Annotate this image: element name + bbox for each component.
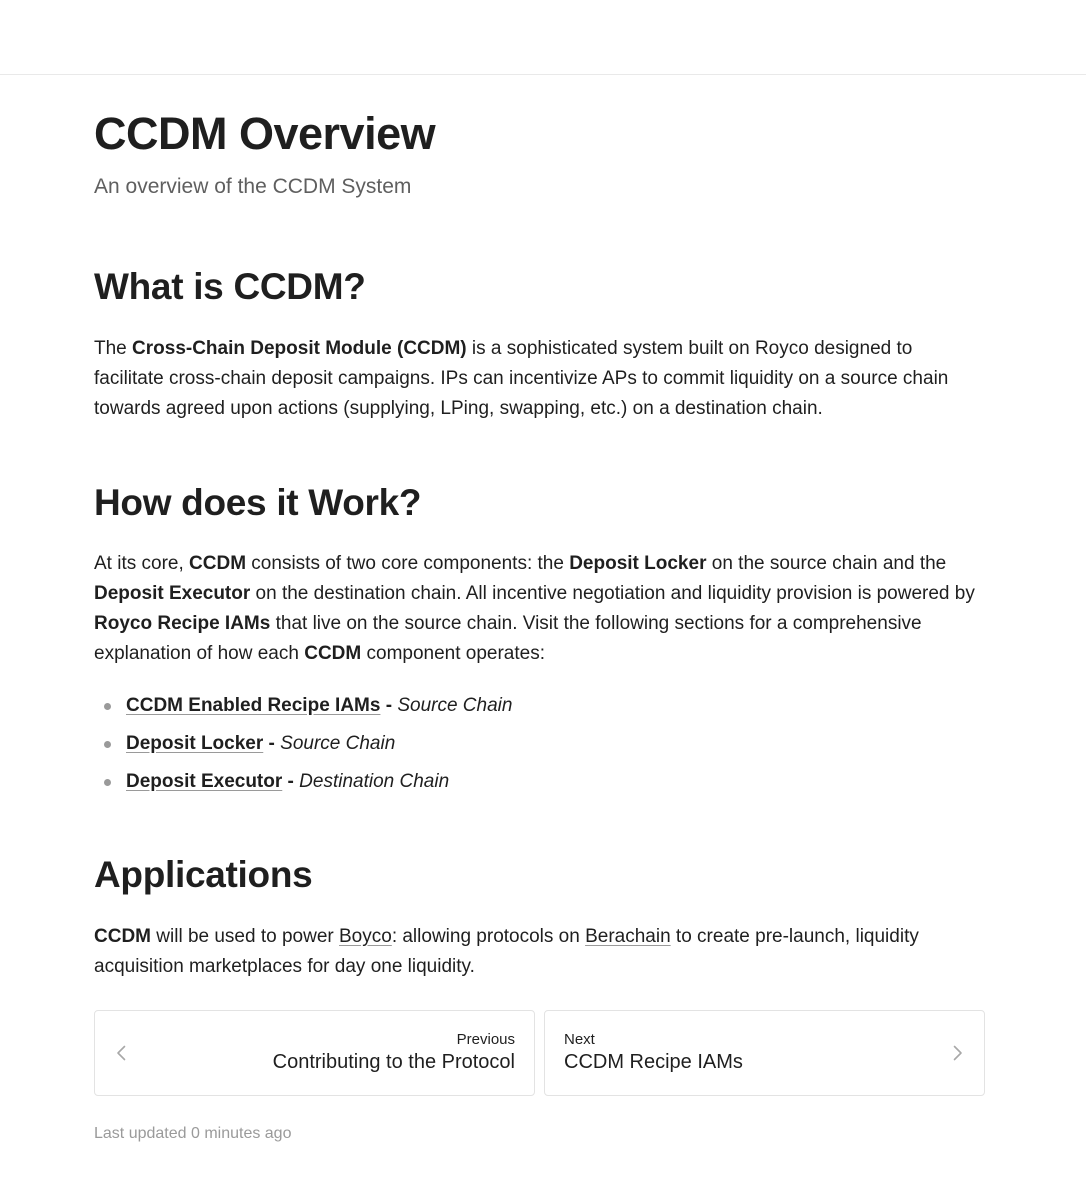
chain-label: Destination Chain	[299, 771, 450, 792]
list-item	[94, 729, 512, 767]
text: that live on the source chain. Visit the following sections for a comprehensive explanation of how each	[94, 613, 922, 664]
previous-page-title: Contributing to the Protocol	[272, 1051, 515, 1073]
text: At its core,	[94, 553, 190, 574]
link-berachain[interactable]: Berachain	[585, 926, 671, 947]
text: : allowing protocols on	[391, 926, 586, 947]
text: to create pre-launch, liquidity acquisition marketplaces for day one liquidity.	[94, 926, 919, 977]
bold-term: Cross-Chain Deposit Module (CCDM)	[132, 338, 467, 359]
chain-label: Source Chain	[397, 695, 513, 716]
bold-term: Deposit Executor	[94, 583, 251, 604]
component-list	[94, 691, 512, 805]
bold-term: CCDM	[304, 643, 362, 664]
bold-term: CCDM	[189, 553, 247, 574]
how-it-works-paragraph	[94, 549, 986, 669]
list-item	[94, 691, 512, 729]
text: consists of two core components: the	[246, 553, 570, 574]
chevron-left-icon	[113, 1044, 131, 1062]
link-deposit-executor[interactable]: Deposit Executor	[126, 771, 283, 792]
separator: -	[282, 771, 300, 792]
next-label: Next	[564, 1031, 595, 1048]
next-page-title: CCDM Recipe IAMs	[564, 1051, 743, 1073]
bold-term: Deposit Locker	[569, 553, 707, 574]
chain-label: Source Chain	[280, 733, 396, 754]
page-title: CCDM Overview	[94, 108, 436, 159]
text: is a sophisticated system built on Royco designed to facilitate cross-chain deposit campaigns. IPs can incentivize APs to commit liquidity on a source chain towards agreed upon actions (supplying, LPing, swapping, etc.) on a destination chain.	[94, 338, 949, 419]
separator: -	[380, 695, 398, 716]
separator: -	[263, 733, 281, 754]
previous-page-button[interactable]	[94, 1010, 535, 1096]
list-item	[94, 767, 512, 805]
heading-how-does-it-work: How does it Work?	[94, 482, 422, 523]
top-header-bar	[0, 0, 1086, 75]
bold-term: Royco Recipe IAMs	[94, 613, 271, 634]
heading-what-is-ccdm: What is CCDM?	[94, 266, 366, 307]
bullet-dot-icon	[104, 703, 111, 710]
link-ccdm-enabled-recipe-iams[interactable]: CCDM Enabled Recipe IAMs	[126, 695, 381, 716]
heading-applications: Applications	[94, 854, 313, 895]
previous-label: Previous	[456, 1031, 515, 1048]
text: will be used to power	[151, 926, 339, 947]
last-updated-text: Last updated 0 minutes ago	[94, 1125, 292, 1142]
next-page-button[interactable]	[544, 1010, 985, 1096]
applications-paragraph	[94, 922, 986, 982]
what-is-ccdm-paragraph	[94, 334, 986, 424]
text: The	[94, 338, 133, 359]
page-subtitle: An overview of the CCDM System	[94, 175, 412, 198]
bullet-dot-icon	[104, 741, 111, 748]
bold-term: CCDM	[94, 926, 151, 947]
text: component operates:	[361, 643, 546, 664]
text: on the destination chain. All incentive negotiation and liquidity provision is powered by	[250, 583, 975, 604]
text: on the source chain and the	[706, 553, 947, 574]
bullet-dot-icon	[104, 779, 111, 786]
link-boyco[interactable]: Boyco	[339, 926, 392, 947]
chevron-right-icon	[948, 1044, 966, 1062]
link-deposit-locker[interactable]: Deposit Locker	[126, 733, 264, 754]
